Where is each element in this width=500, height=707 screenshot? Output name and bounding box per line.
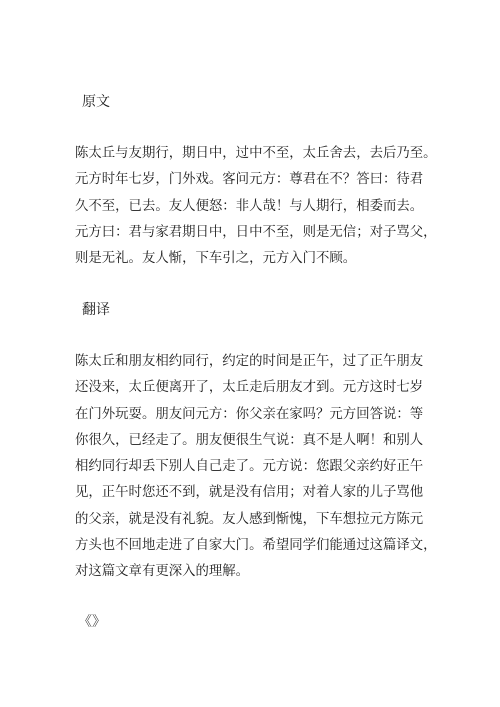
translation-line: 相约同行却丢下别人自己走了。元方说：您跟父亲约好正午 (75, 459, 424, 475)
original-line: 久不至，已去。友人便怒：非人哉！与人期行，相委而去。 (75, 198, 424, 214)
translation-heading: 翻译 (82, 302, 110, 318)
original-line: 则是无礼。友人惭，下车引之，元方入门不顾。 (75, 251, 357, 267)
translation-line: 你很久，已经走了。朋友便很生气说：真不是人啊！和别人 (75, 432, 424, 448)
translation-line: 在门外玩耍。朋友问元方：你父亲在家吗？元方回答说：等 (75, 406, 424, 422)
translation-line: 方头也不回地走进了自家大门。希望同学们能通过这篇译文， (75, 538, 437, 554)
original-heading: 原文 (82, 94, 110, 110)
original-line: 元方曰：君与家君期日中，日中不至，则是无信；对子骂父， (75, 224, 437, 240)
book-title-marks: 《》 (78, 614, 106, 630)
translation-line: 见，正午时您还不到，就是没有信用；对着人家的儿子骂他 (75, 485, 424, 501)
translation-line: 陈太丘和朋友相约同行，约定的时间是正午，过了正午朋友 (75, 354, 424, 369)
translation-paragraph (75, 349, 435, 586)
original-line: 元方时年七岁，门外戏。客问元方：尊君在不？答曰：待君 (75, 172, 424, 188)
translation-line: 的父亲，就是没有礼貌。友人感到惭愧，下车想拉元方陈元 (75, 511, 424, 527)
original-paragraph (75, 141, 435, 272)
translation-line: 对这篇文章有更深入的理解。 (75, 564, 250, 580)
translation-line: 还没来，太丘便离开了，太丘走后朋友才到。元方这时七岁 (75, 380, 424, 396)
original-line: 陈太丘与友期行，期日中，过中不至，太丘舍去，去后乃至。 (75, 146, 437, 161)
